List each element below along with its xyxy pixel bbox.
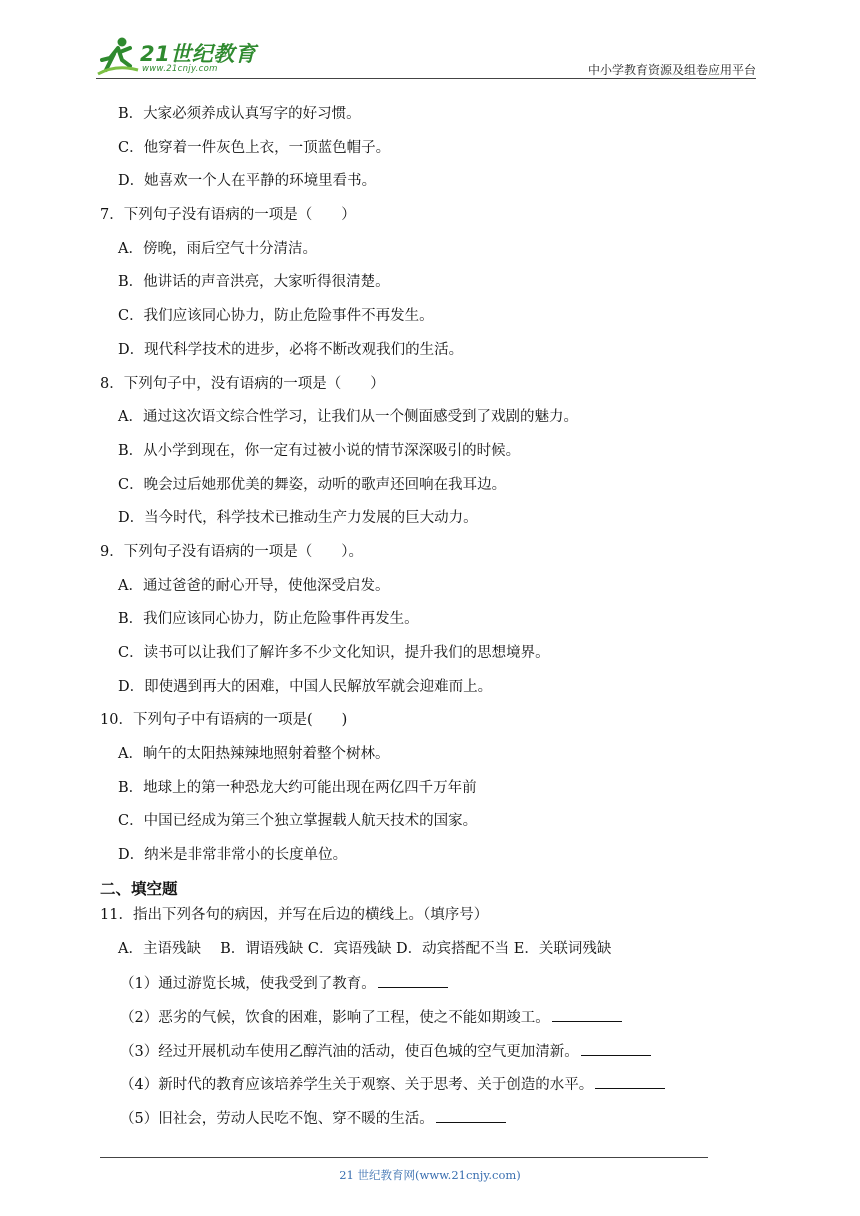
option-line: D．即使遇到再大的困难，中国人民解放军就会迎难而上。 [118, 678, 493, 695]
option-line: B．他讲话的声音洪亮，大家听得很清楚。 [118, 274, 390, 291]
header-divider [96, 78, 756, 79]
fill-item-text: （1）通过游览长城，使我受到了教育。 [120, 976, 376, 993]
runner-icon [96, 34, 140, 78]
answer-blank[interactable] [581, 1040, 651, 1056]
page-header [96, 28, 756, 80]
document-body [100, 104, 720, 1141]
section-title: 二、填空题 [100, 879, 178, 898]
answer-blank[interactable] [378, 972, 448, 988]
option-line: A．通过这次语文综合性学习，让我们从一个侧面感受到了戏剧的魅力。 [118, 409, 578, 426]
question-stem: 11．指出下列各句的病因，并写在后边的横线上。（填序号） [100, 906, 489, 923]
fill-item [100, 1040, 720, 1074]
option-line: A．通过爸爸的耐心开导，使他深受启发。 [118, 577, 390, 594]
answer-blank[interactable] [595, 1073, 665, 1089]
option-line: A．晌午的太阳热辣辣地照射着整个树林。 [118, 746, 390, 763]
answer-blank[interactable] [552, 1006, 622, 1022]
option-line: D．纳米是非常非常小的长度单位。 [118, 847, 348, 864]
option-line: B．从小学到现在，你一定有过被小说的情节深深吸引的时候。 [118, 442, 521, 459]
choice-list: A．主语残缺 B．谓语残缺 C．宾语残缺 D．动宾搭配不当 E．关联词残缺 [118, 940, 612, 957]
option-line: C．我们应该同心协力，防止危险事件不再发生。 [118, 308, 434, 325]
logo-text: 21世纪教育 [140, 42, 257, 66]
fill-item [100, 1073, 720, 1107]
site-logo [96, 34, 266, 78]
option-line: C．中国已经成为第三个独立掌握载人航天技术的国家。 [118, 813, 478, 830]
question-stem: 9．下列句子没有语病的一项是（ ）。 [100, 543, 363, 560]
fill-item-text: （4）新时代的教育应该培养学生关于观察、关于思考、关于创造的水平。 [120, 1077, 594, 1094]
option-line: B．地球上的第一种恐龙大约可能出现在两亿四千万年前 [118, 779, 477, 796]
option-line: A．傍晚，雨后空气十分清洁。 [118, 240, 317, 257]
option-line: B．大家必须养成认真写字的好习惯。 [118, 106, 361, 122]
fill-item-text: （3）经过开展机动车使用乙醇汽油的活动，使百色城的空气更加清新。 [120, 1043, 579, 1060]
fill-item-text: （2）恶劣的气候，饮食的困难，影响了工程，使之不能如期竣工。 [120, 1009, 550, 1026]
logo-url: www.21cnjy.com [142, 64, 218, 74]
answer-blank[interactable] [436, 1107, 506, 1123]
option-line: D．当今时代，科学技术已推动生产力发展的巨大动力。 [118, 510, 478, 527]
option-line: D．她喜欢一个人在平静的环境里看书。 [118, 173, 377, 190]
fill-item [100, 972, 720, 1006]
fill-item [100, 1107, 720, 1141]
option-line: B．我们应该同心协力，防止危险事件再发生。 [118, 611, 419, 628]
header-tagline: 中小学教育资源及组卷应用平台 [587, 63, 756, 77]
option-line: C．他穿着一件灰色上衣，一顶蓝色帽子。 [118, 139, 391, 156]
question-stem: 10．下列句子中有语病的一项是( ) [100, 712, 348, 729]
fill-item-text: （5）旧社会，劳动人民吃不饱、穿不暖的生活。 [120, 1110, 434, 1127]
question-stem: 7．下列句子没有语病的一项是（ ） [100, 207, 356, 224]
option-line: C．晚会过后她那优美的舞姿，动听的歌声还回响在我耳边。 [118, 476, 507, 493]
option-line: D．现代科学技术的进步，必将不断改观我们的生活。 [118, 341, 464, 358]
page-footer[interactable]: 21 世纪教育网(www.21cnjy.com) [339, 1168, 521, 1182]
option-line: C．读书可以让我们了解许多不少文化知识，提升我们的思想境界。 [118, 645, 550, 661]
question-stem: 8．下列句子中，没有语病的一项是（ ） [100, 375, 385, 392]
fill-item [100, 1006, 720, 1040]
footer-divider [100, 1157, 708, 1158]
